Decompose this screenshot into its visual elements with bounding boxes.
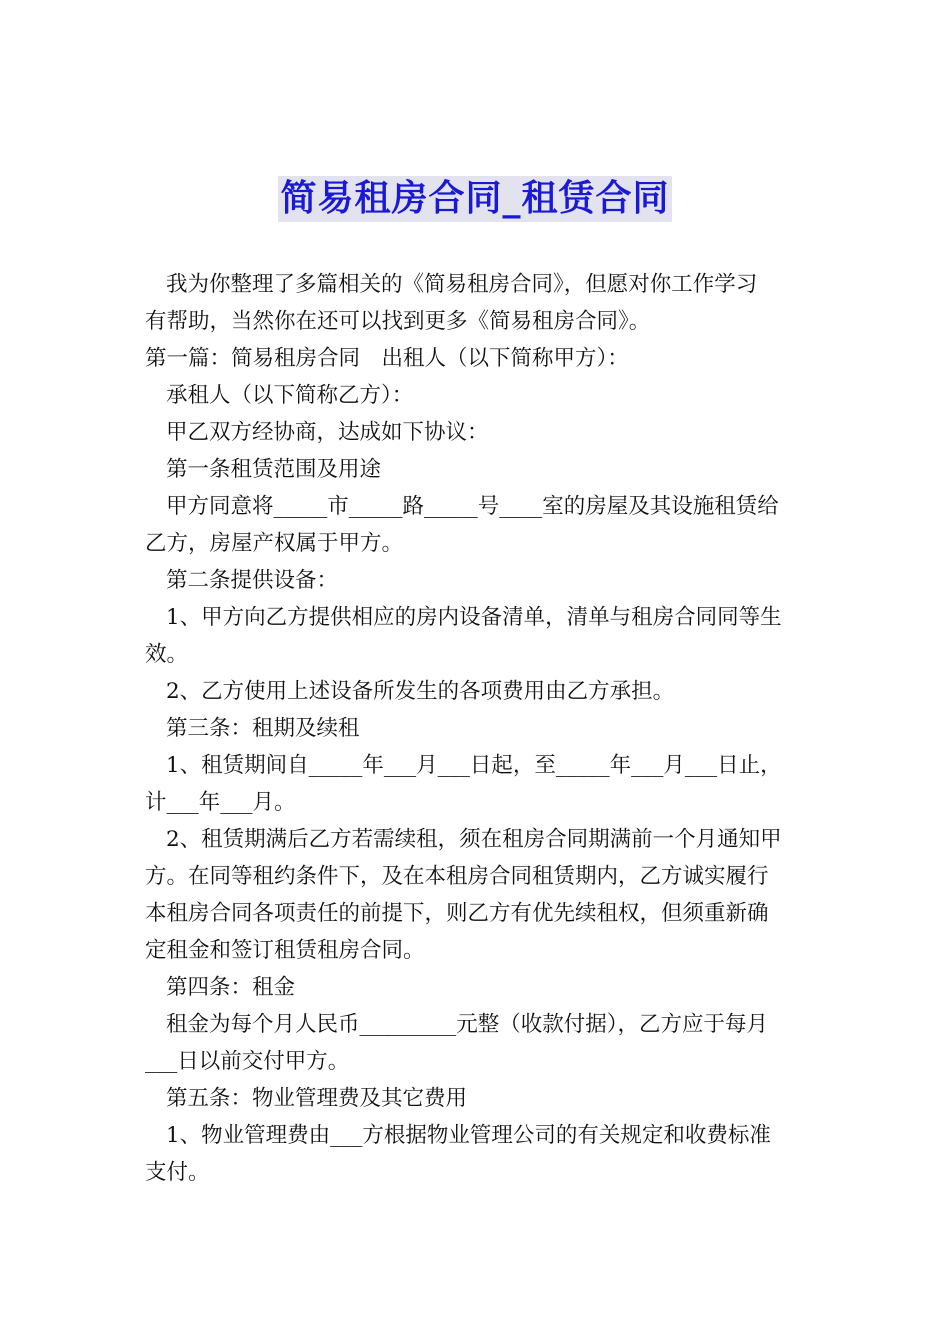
- paragraph-line: 第一篇：简易租房合同 出租人（以下简称甲方）：: [145, 346, 629, 371]
- paragraph-line: 甲乙双方经协商，达成如下协议：: [166, 420, 489, 445]
- paragraph-line: 2、租赁期满后乙方若需续租，须在租房合同期满前一个月通知甲: [166, 827, 782, 852]
- paragraph-line: 甲方同意将_____市_____路_____号____室的房屋及其设施租赁给: [166, 494, 779, 519]
- document-title: 简易租房合同_租赁合同: [278, 176, 671, 222]
- paragraph-line: 我为你整理了多篇相关的《简易租房合同》，但愿对你工作学习: [166, 272, 758, 297]
- paragraph-line: 计___年___月。: [145, 790, 296, 815]
- paragraph-line: ___日以前交付甲方。: [145, 1049, 350, 1074]
- section-heading: 第三条：租期及续租: [166, 716, 360, 741]
- paragraph-line: 乙方，房屋产权属于甲方。: [145, 531, 404, 556]
- section-heading: 第二条提供设备：: [166, 568, 339, 593]
- paragraph-line: 定租金和签订租赁租房合同。: [145, 938, 425, 963]
- paragraph-line: 1、物业管理费由___方根据物业管理公司的有关规定和收费标准: [166, 1123, 771, 1148]
- document-body: [145, 266, 810, 1191]
- section-heading: 第一条租赁范围及用途: [166, 457, 382, 482]
- paragraph-line: 有帮助，当然你在还可以找到更多《简易租房合同》。: [145, 309, 651, 334]
- title-container: [0, 176, 950, 222]
- section-heading: 第五条：物业管理费及其它费用: [166, 1086, 468, 1111]
- paragraph-line: 承租人（以下简称乙方）：: [166, 383, 414, 408]
- paragraph-line: 本租房合同各项责任的前提下，则乙方有优先续租权，但须重新确: [145, 901, 769, 926]
- paragraph-line: 租金为每个月人民币_________元整（收款付据），乙方应于每月: [166, 1012, 769, 1037]
- section-heading: 第四条：租金: [166, 975, 296, 1000]
- paragraph-line: 效。: [145, 642, 189, 667]
- paragraph-line: 1、甲方向乙方提供相应的房内设备清单，清单与租房合同同等生: [166, 605, 782, 630]
- paragraph-line: 1、租赁期间自_____年___月___日起，至_____年___月___日止，: [166, 753, 782, 778]
- paragraph-line: 方。在同等租约条件下，及在本租房合同租赁期内，乙方诚实履行: [145, 864, 769, 889]
- paragraph-line: 支付。: [145, 1160, 210, 1185]
- paragraph-line: 2、乙方使用上述设备所发生的各项费用由乙方承担。: [166, 679, 675, 704]
